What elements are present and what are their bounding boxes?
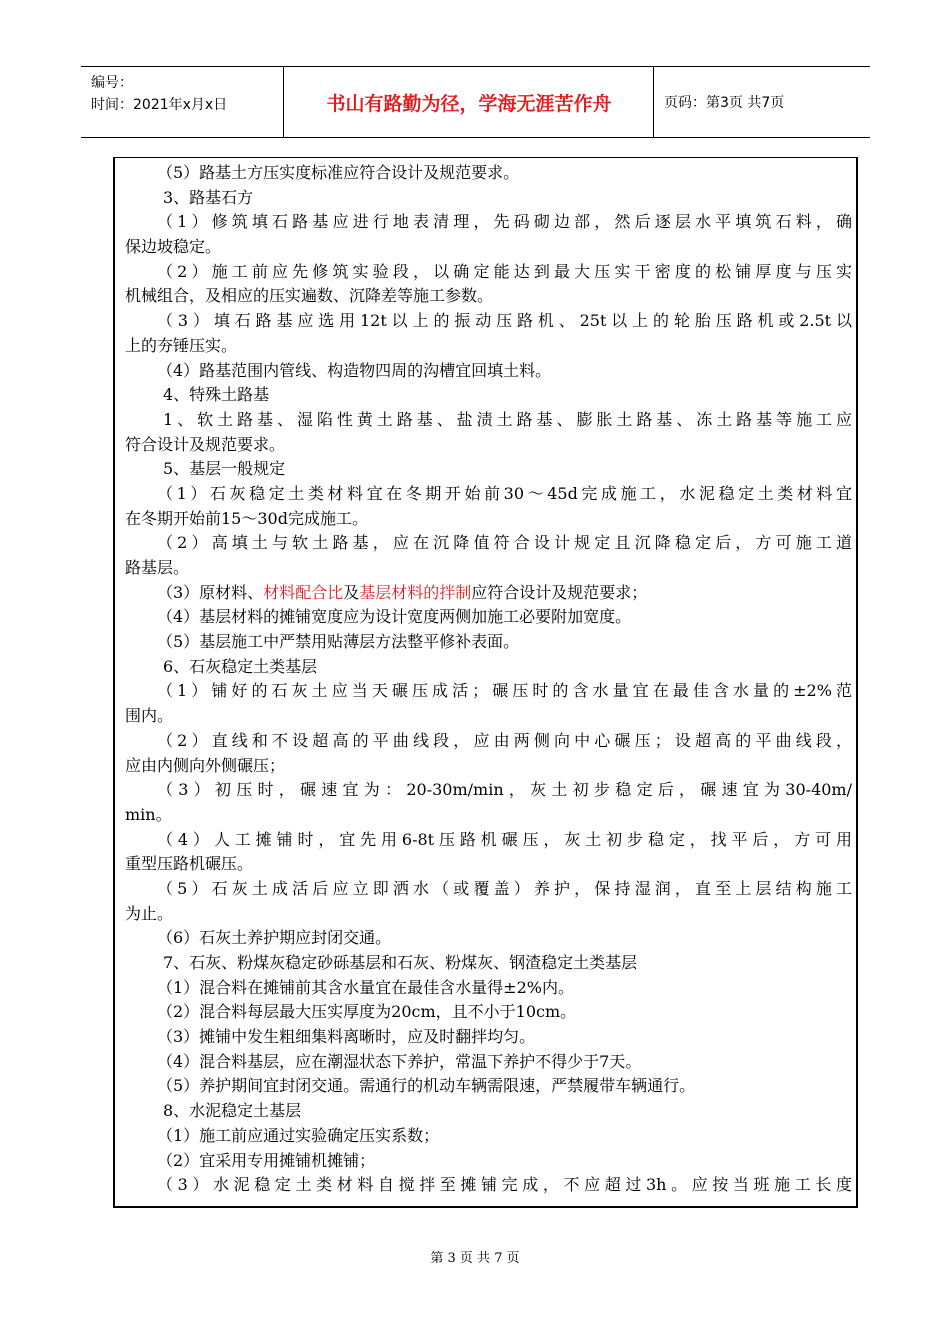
text-line: 7、石灰、粉煤灰稳定砂砾基层和石灰、粉煤灰、钢渣稳定土类基层 [163, 953, 638, 972]
text-line: 应由内侧向外侧碾压； [125, 755, 286, 775]
text-line: （4）路基范围内管线、构造物四周的沟槽宜回填土料。 [157, 360, 552, 380]
header-table [81, 66, 870, 138]
text-line: 上的夯锤压实。 [125, 335, 238, 355]
text-line: 1、软土路基、湿陷性黄土路基、盐渍土路基、膨胀土路基、冻土路基等施工应 [163, 409, 852, 429]
text-line: （3）摊铺中发生粗细集料离晰时，应及时翻拌均匀。 [157, 1027, 536, 1047]
text-line [125, 581, 852, 606]
text-line: （4）基层材料的摊铺宽度应为设计宽度两侧加施工必要附加宽度。 [157, 607, 632, 627]
text-line: 8、水泥稳定土基层 [163, 1101, 302, 1121]
text-span: （3）原材料、 [157, 582, 264, 602]
text-line: 4、特殊土路基 [163, 385, 270, 405]
text-line: （1）铺好的石灰土应当天碾压成活；碾压时的含水量宜在最佳含水量的±2%范 [157, 681, 852, 701]
number-label: 编号： [91, 75, 133, 91]
text-line: 路基层。 [125, 558, 190, 577]
text-line: 保边坡稳定。 [125, 237, 222, 257]
page-info: 页码：第3页 共7页 [664, 95, 785, 111]
document-body [125, 161, 852, 1198]
text-span: 应符合设计及规范要求； [471, 582, 648, 602]
text-line: （1）修筑填石路基应进行地表清理，先码砌边部，然后逐层水平填筑石料，确 [157, 212, 852, 232]
text-line: （3）填石路基应选用12t以上的振动压路机、25t以上的轮胎压路机或2.5t以 [157, 311, 852, 331]
text-line: 3、路基石方 [163, 187, 254, 207]
text-line: （6）石灰土养护期应封闭交通。 [157, 928, 392, 948]
text-line: 符合设计及规范要求。 [125, 434, 286, 454]
text-line: （4）混合料基层，应在潮湿状态下养护，常温下养护不得少于7天。 [157, 1051, 642, 1071]
text-line: 围内。 [125, 706, 174, 726]
text-line: （1）混合料在摊铺前其含水量宜在最佳含水量得±2%内。 [157, 977, 574, 997]
text-line: 为止。 [125, 903, 174, 923]
page-footer: 第 3 页 共 7 页 [430, 1251, 520, 1266]
date-label: 时间：2021年x月x日 [91, 97, 228, 113]
text-line: 机械组合，及相应的压实遍数、沉降差等施工参数。 [125, 286, 494, 306]
text-line: （1）石灰稳定土类材料宜在冬期开始前30～45d完成施工，水泥稳定土类材料宜 [157, 483, 852, 503]
content-box [113, 157, 858, 1208]
text-line: （2）高填土与软土路基，应在沉降值符合设计规定且沉降稳定后，方可施工道 [157, 533, 852, 553]
text-line: （2）直线和不设超高的平曲线段，应由两侧向中心碾压；设超高的平曲线段， [157, 730, 852, 750]
text-line: 6、石灰稳定土类基层 [163, 656, 318, 676]
text-line: （4）人工摊铺时，宜先用6-8t压路机碾压，灰土初步稳定，找平后，方可用 [157, 829, 852, 849]
text-line: 在冬期开始前15～30d完成施工。 [125, 508, 368, 528]
text-line: （2）施工前应先修筑实验段，以确定能达到最大压实干密度的松铺厚度与压实 [157, 261, 852, 281]
highlighted-term: 材料配合比 [263, 582, 344, 602]
text-line: （3）初压时，碾速宜为：20-30m/min，灰土初步稳定后，碾速宜为30-40m/ [157, 780, 852, 800]
motto: 书山有路勤为径，学海无涯苦作舟 [285, 67, 654, 137]
header-meta [81, 67, 284, 137]
text-line: （5）基层施工中严禁用贴薄层方法整平修补表面。 [157, 632, 520, 652]
text-line: （3）水泥稳定土类材料自搅拌至摊铺完成，不应超过3h。应按当班施工长度 [157, 1175, 852, 1195]
text-line: min。 [125, 804, 172, 824]
text-line: （5）路基土方压实度标准应符合设计及规范要求。 [157, 163, 520, 182]
text-line: （1）施工前应通过实验确定压实系数； [157, 1125, 440, 1145]
text-line: 重型压路机碾压。 [125, 854, 254, 874]
text-line: （2）宜采用专用摊铺机摊铺； [157, 1150, 376, 1170]
text-line: （5）养护期间宜封闭交通。需通行的机动车辆需限速，严禁履带车辆通行。 [157, 1076, 696, 1096]
text-line: （5）石灰土成活后应立即洒水（或覆盖）养护，保持湿润，直至上层结构施工 [157, 878, 852, 898]
text-span: 及 [343, 582, 360, 602]
text-line: （2）混合料每层最大压实厚度为20cm，且不小于10cm。 [157, 1002, 577, 1022]
text-line: 5、基层一般规定 [163, 459, 286, 479]
highlighted-term: 基层材料的拌制 [359, 582, 472, 602]
